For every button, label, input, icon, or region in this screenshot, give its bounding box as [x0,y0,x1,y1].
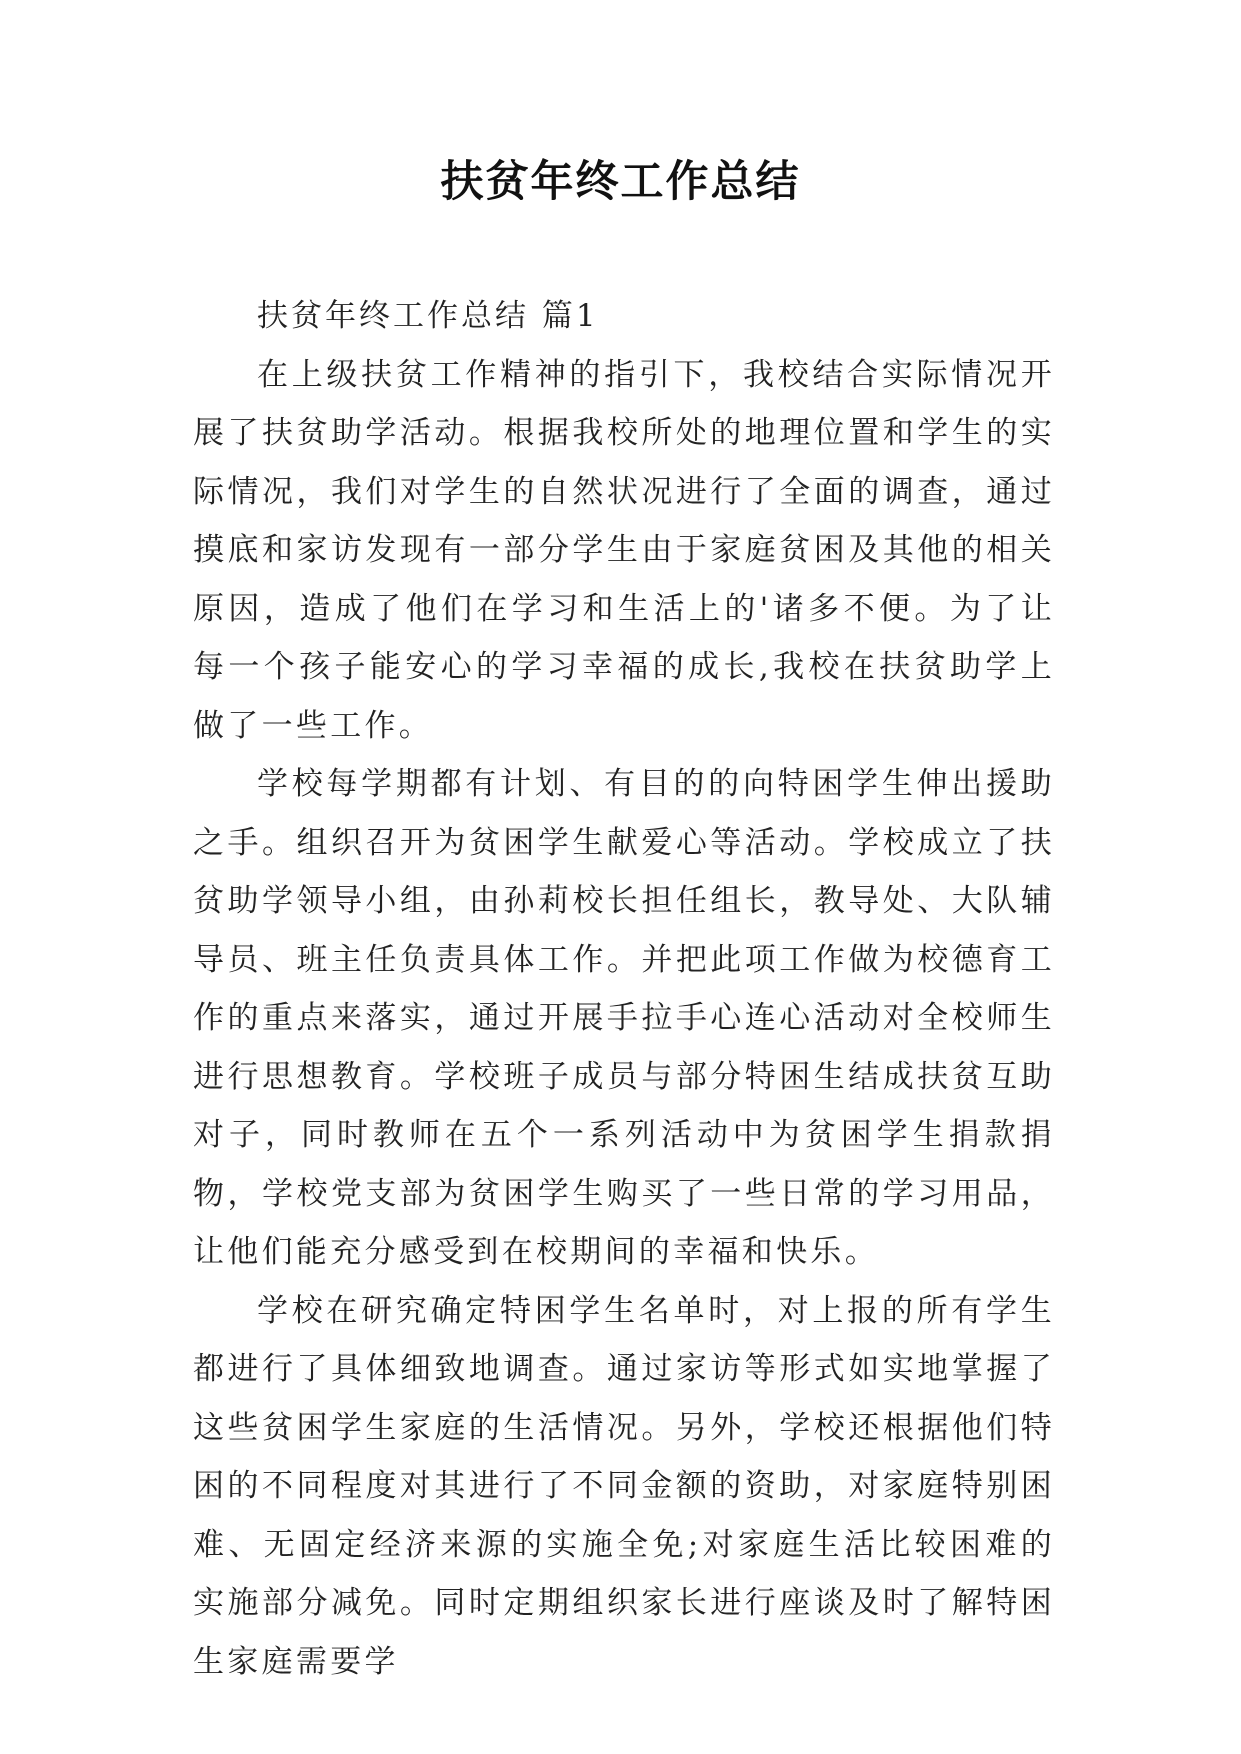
paragraph-1: 在上级扶贫工作精神的指引下，我校结合实际情况开展了扶贫助学活动。根据我校所处的地理位置和学生的实际情况，我们对学生的自然状况进行了全面的调查，通过摸底和家访发现有一部分学生由于家庭贫困及其他的相关原因，造成了他们在学习和生活上的'诸多不便。为了让每一个孩子能安心的学习幸福的成长,我校在扶贫助学上做了一些工作。 [193,356,1055,744]
paragraph-3: 学校在研究确定特困学生名单时，对上报的所有学生都进行了具体细致地调查。通过家访等形式如实地掌握了这些贫困学生家庭的生活情况。另外，学校还根据他们特困的不同程度对其进行了不同金额的资助，对家庭特别困难、无固定经济来源的实施全免;对家庭生活比较困难的实施部分减免。同时定期组织家长进行座谈及时了解特困生家庭需要学 [193,1292,1055,1680]
section-heading: 扶贫年终工作总结 篇1 [257,298,599,334]
document-body [193,287,1055,1691]
paragraph-2: 学校每学期都有计划、有目的的向特困学生伸出援助之手。组织召开为贫困学生献爱心等活动。学校成立了扶贫助学领导小组，由孙莉校长担任组长，教导处、大队辅导员、班主任负责具体工作。并把此项工作做为校德育工作的重点来落实，通过开展手拉手心连心活动对全校师生进行思想教育。学校班子成员与部分特困生结成扶贫互助对子，同时教师在五个一系列活动中为贫困学生捐款捐物，学校党支部为贫困学生购买了一些日常的学习用品，让他们能充分感受到在校期间的幸福和快乐。 [193,766,1055,1270]
document-title: 扶贫年终工作总结 [440,157,801,207]
